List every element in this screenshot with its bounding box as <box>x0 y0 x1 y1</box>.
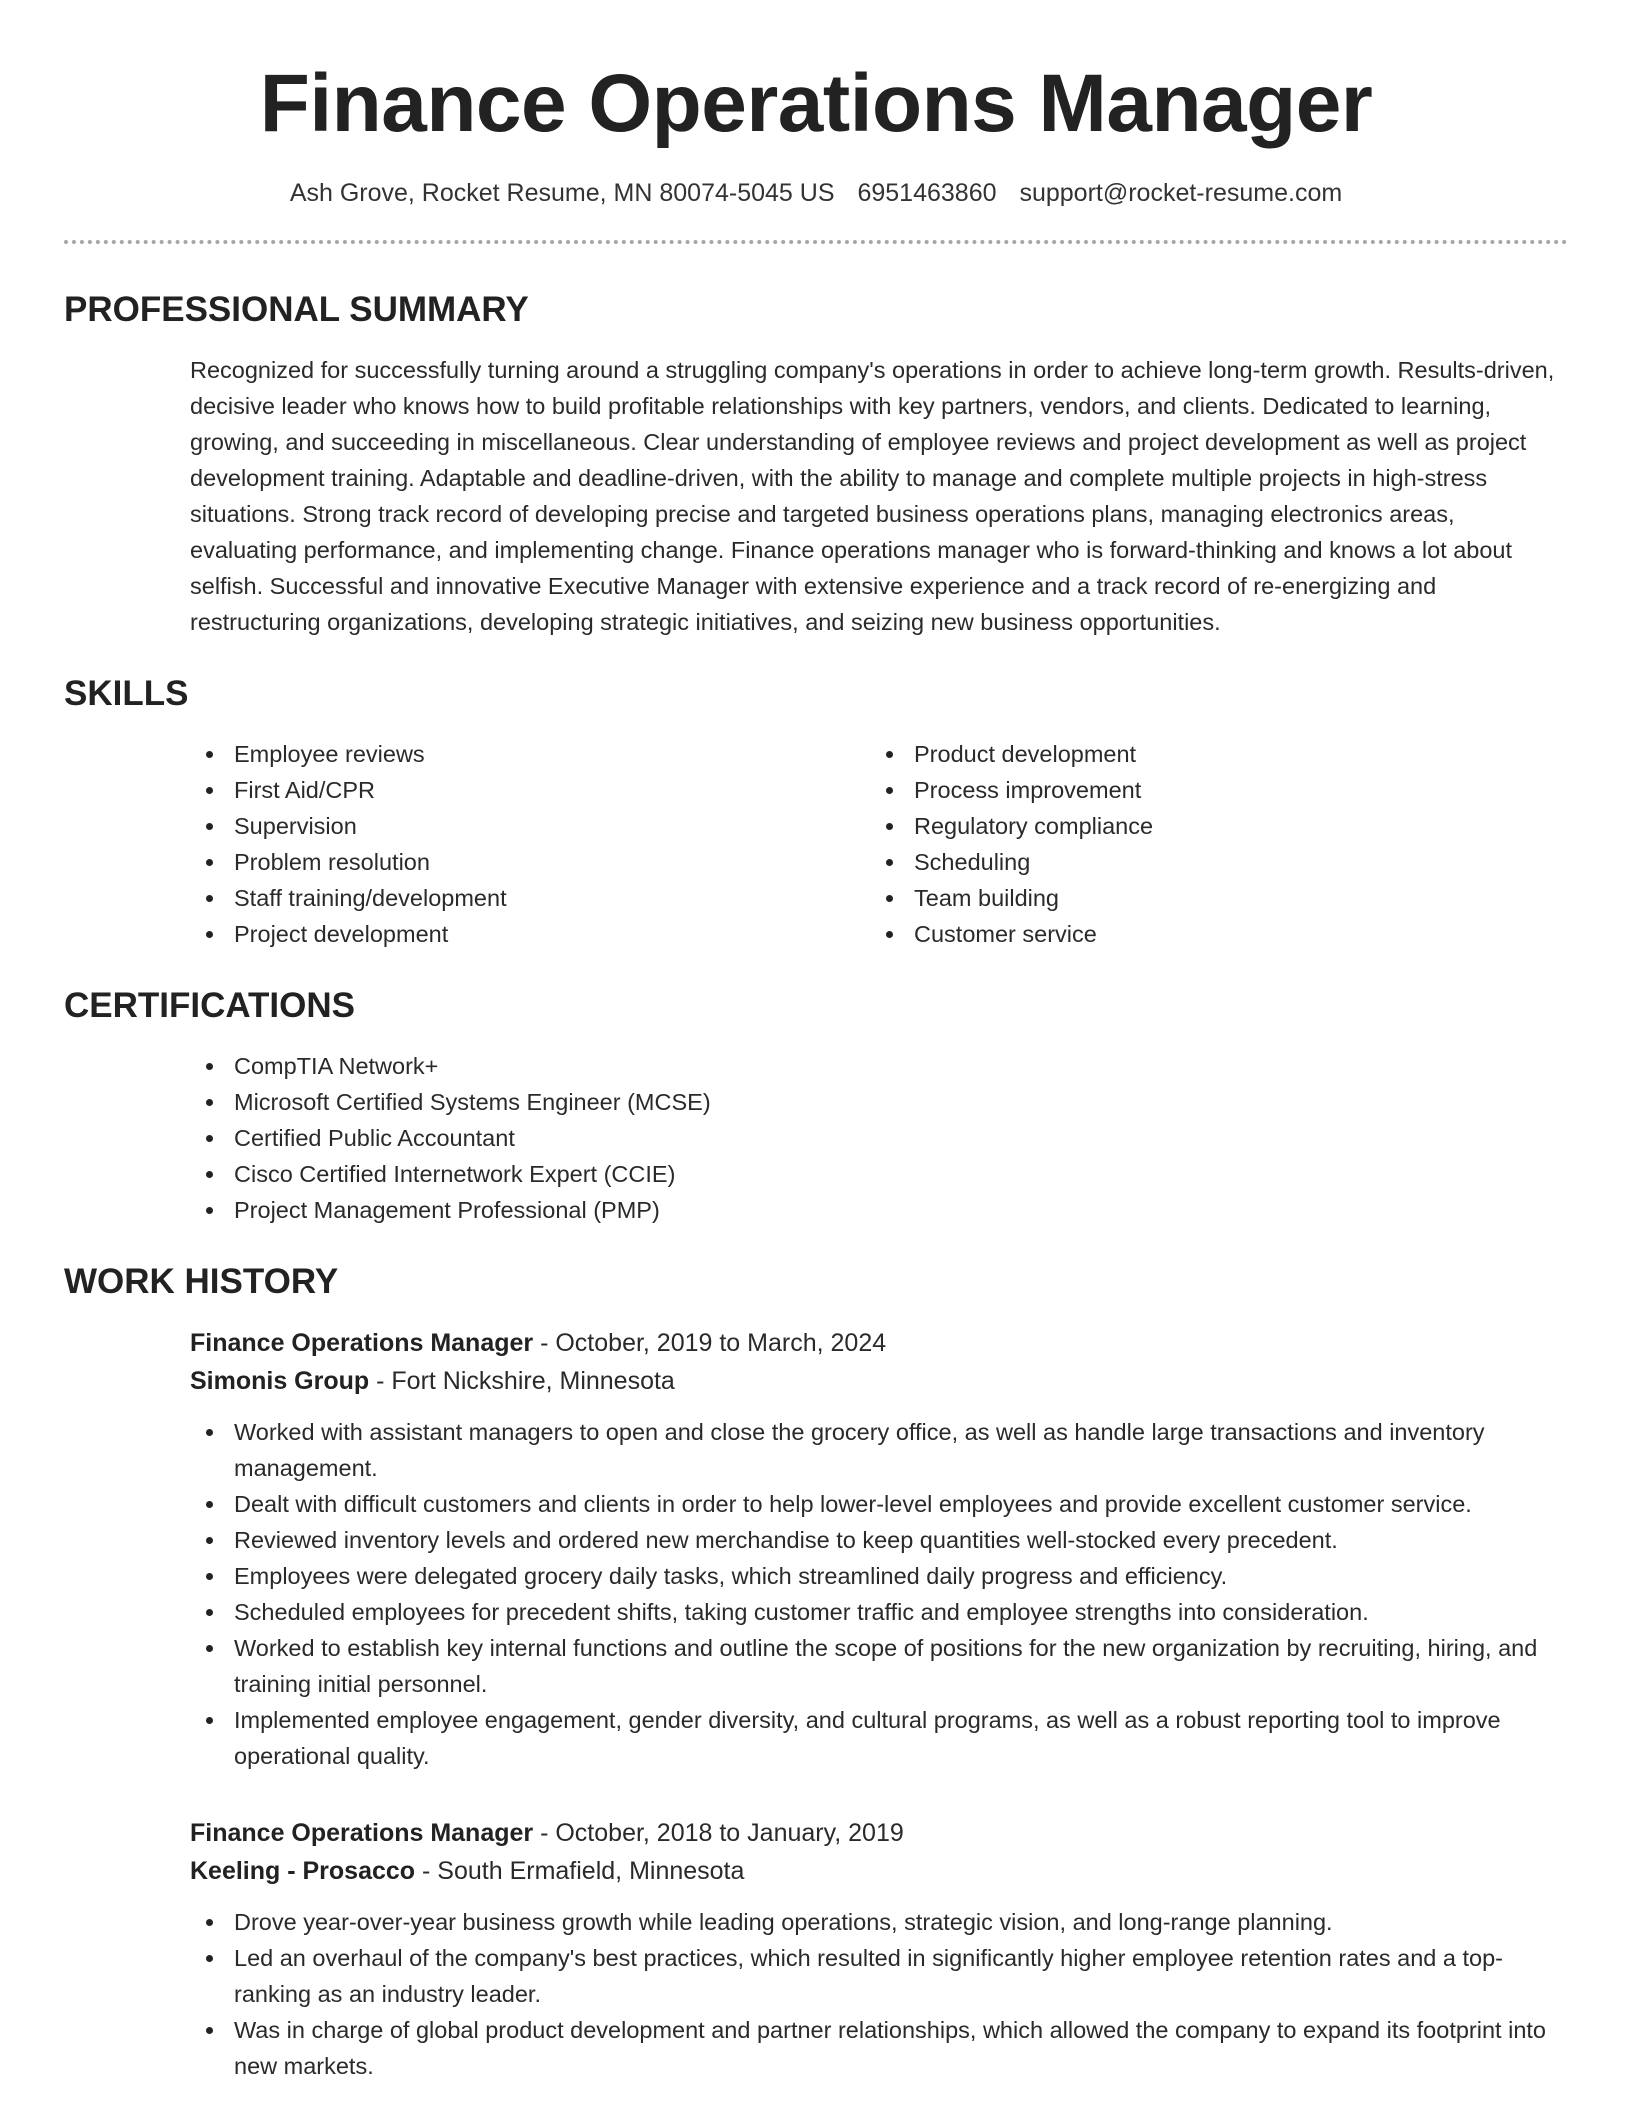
job-dates: - October, 2019 to March, 2024 <box>540 1329 887 1357</box>
job-dates: - October, 2018 to January, 2019 <box>540 1819 904 1847</box>
certifications-section <box>64 986 1568 1228</box>
certification-item: CompTIA Network+ <box>190 1048 1568 1084</box>
job-title: Finance Operations Manager <box>190 1819 534 1847</box>
skill-item: Regulatory compliance <box>870 808 1550 844</box>
skill-item: Team building <box>870 880 1550 916</box>
skill-item: Problem resolution <box>190 844 870 880</box>
skills-section <box>64 674 1568 952</box>
job-entry <box>190 1814 1568 2084</box>
skill-item: Project development <box>190 916 870 952</box>
contact-line <box>64 178 1568 208</box>
skill-item: Scheduling <box>870 844 1550 880</box>
skill-item: First Aid/CPR <box>190 772 870 808</box>
contact-phone: 6951463860 <box>857 179 997 207</box>
skills-grid <box>190 736 1568 952</box>
job-company-line <box>190 1362 1568 1400</box>
job-company: Simonis Group <box>190 1367 370 1395</box>
certification-item: Cisco Certified Internetwork Expert (CCIE) <box>190 1156 1568 1192</box>
job-bullet: Was in charge of global product development and partner relationships, which allowed the company to expand its footprint into new markets. <box>190 2012 1568 2084</box>
skill-item: Product development <box>870 736 1550 772</box>
skill-item: Customer service <box>870 916 1550 952</box>
summary-text: Recognized for successfully turning around a struggling company's operations in order to achieve long-term growth. Results-driven, decisive leader who knows how to build profitable relationships with key partners, vendors, and clients. Dedicated to learning, growing, and succeeding in miscellaneous. Clear understanding of employee reviews and project development as well as project development training. Adaptable and deadline-driven, with the ability to manage and complete multiple projects in high-stress situations. Strong track record of developing precise and targeted business operations plans, managing electronics areas, evaluating performance, and implementing change. Finance operations manager who is forward-thinking and knows a lot about selfish. Successful and innovative Executive Manager with extensive experience and a track record of re-energizing and restructuring organizations, developing strategic initiatives, and seizing new business opportunities. <box>190 357 1555 635</box>
summary-section <box>64 290 1568 640</box>
job-location: - South Ermafield, Minnesota <box>422 1857 745 1885</box>
job-title-line <box>190 1324 1568 1362</box>
skills-heading: SKILLS <box>64 674 189 713</box>
certifications-list <box>190 1048 1568 1228</box>
job-title: Finance Operations Manager <box>190 1329 534 1357</box>
skills-list-right <box>870 736 1550 952</box>
summary-heading: PROFESSIONAL SUMMARY <box>64 290 529 329</box>
job-entry <box>190 1324 1568 1774</box>
job-bullet: Scheduled employees for precedent shifts, taking customer traffic and employee strengths into consideration. <box>190 1594 1568 1630</box>
job-bullet: Dealt with difficult customers and clients in order to help lower-level employees and provide excellent customer service. <box>190 1486 1568 1522</box>
skill-item: Staff training/development <box>190 880 870 916</box>
resume-name: Finance Operations Manager <box>259 58 1373 149</box>
job-bullet: Worked to establish key internal functions and outline the scope of positions for the new organization by recruiting, hiring, and training initial personnel. <box>190 1630 1568 1702</box>
job-bullet: Implemented employee engagement, gender diversity, and cultural programs, as well as a robust reporting tool to improve operational quality. <box>190 1702 1568 1774</box>
contact-address: Ash Grove, Rocket Resume, MN 80074-5045 US <box>289 179 835 207</box>
skill-item: Employee reviews <box>190 736 870 772</box>
job-company: Keeling - Prosacco <box>190 1857 416 1885</box>
job-company-line <box>190 1852 1568 1890</box>
certification-item: Microsoft Certified Systems Engineer (MCSE) <box>190 1084 1568 1120</box>
skill-item: Process improvement <box>870 772 1550 808</box>
work-history-section <box>64 1262 1568 2084</box>
job-bullets <box>190 1414 1568 1774</box>
job-bullet: Led an overhaul of the company's best practices, which resulted in significantly higher employee retention rates and a top-ranking as an industry leader. <box>190 1940 1568 2012</box>
job-location: - Fort Nickshire, Minnesota <box>376 1367 675 1395</box>
job-bullet: Reviewed inventory levels and ordered new merchandise to keep quantities well-stocked every precedent. <box>190 1522 1568 1558</box>
job-bullet: Drove year-over-year business growth while leading operations, strategic vision, and long-range planning. <box>190 1904 1568 1940</box>
certifications-heading: CERTIFICATIONS <box>64 986 356 1025</box>
skill-item: Supervision <box>190 808 870 844</box>
work-history-heading: WORK HISTORY <box>64 1262 339 1301</box>
job-bullets <box>190 1904 1568 2084</box>
job-bullet: Employees were delegated grocery daily tasks, which streamlined daily progress and efficiency. <box>190 1558 1568 1594</box>
skills-list-left <box>190 736 870 952</box>
certification-item: Project Management Professional (PMP) <box>190 1192 1568 1228</box>
job-bullet: Worked with assistant managers to open and close the grocery office, as well as handle large transactions and inventory management. <box>190 1414 1568 1486</box>
job-title-line <box>190 1814 1568 1852</box>
certification-item: Certified Public Accountant <box>190 1120 1568 1156</box>
contact-email: support@rocket-resume.com <box>1019 179 1343 207</box>
header-divider <box>64 240 1568 244</box>
